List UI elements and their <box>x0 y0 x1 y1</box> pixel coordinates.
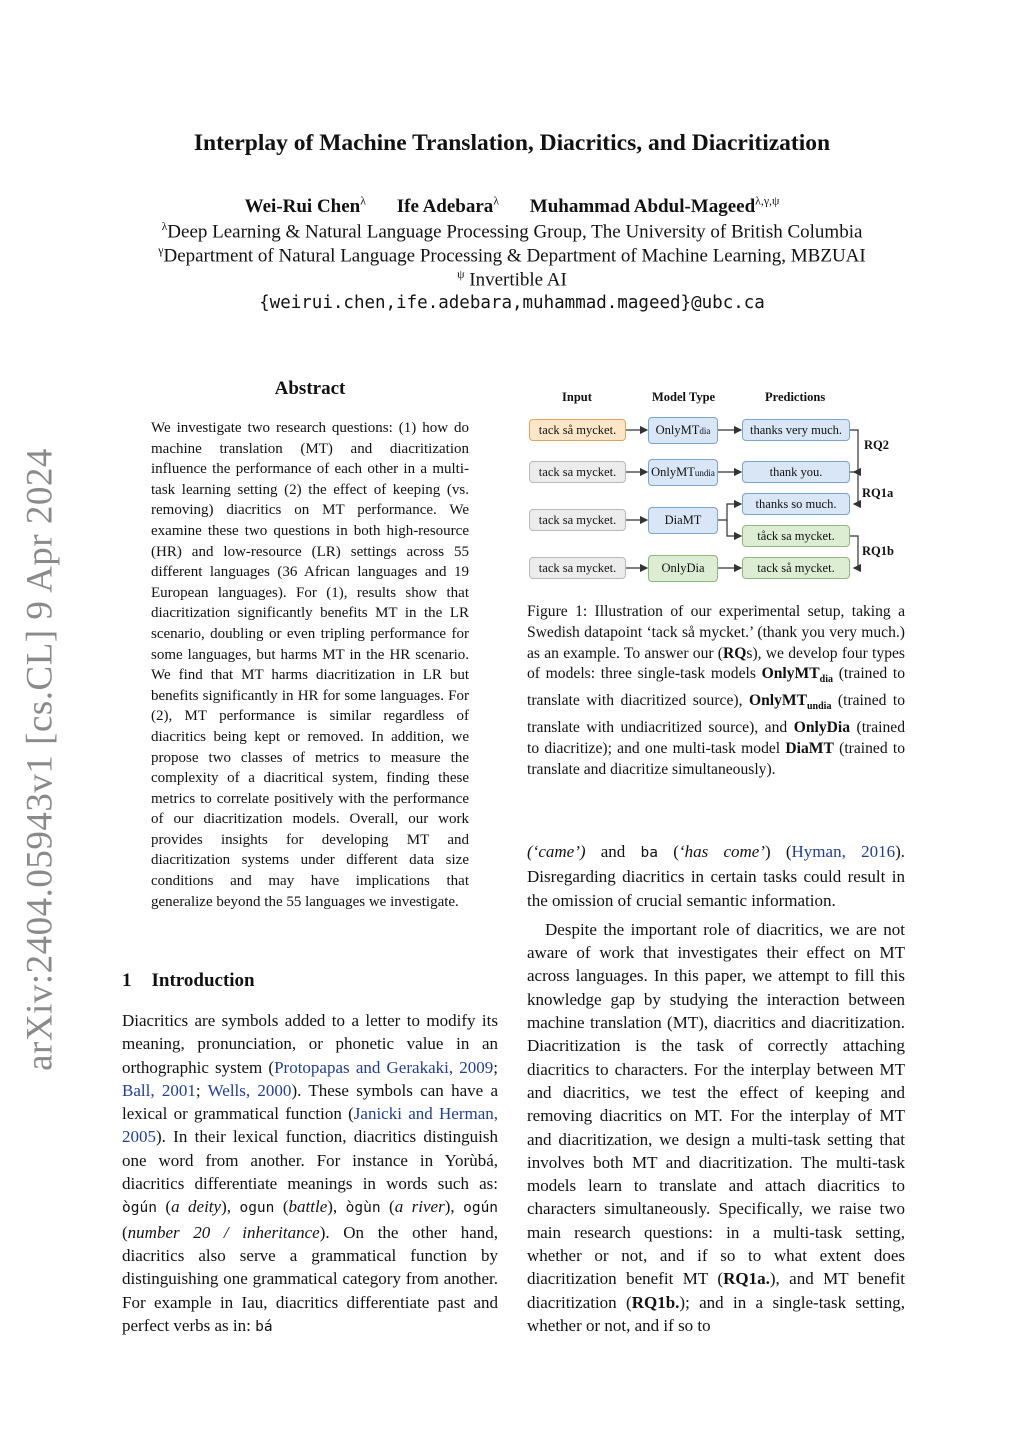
abstract-body: We investigate two research questions: (1) how do machine translation (MT) and diacritization influence the performance of each other in a multi-task learning setting (2) the effect of keeping (vs. removing) diacritics on MT performance. We examine these two questions in both high-resource (HR) and low-resource (LR) settings across 55 different languages (36 African languages and 19 European languages). For (1), results show that diacritization significantly benefits MT in the LR scenario, doubling or even tripling performance for some languages, but harms MT in the HR scenario. We find that MT harms diacritization in LR but benefits significantly in HR for some languages. For (2), MT performance is similar regardless of diacritics being kept or removed. In addition, we propose two classes of metrics to measure the complexity of a diacritical system, finding these metrics to correlate positively with the performance of our diacritization models. Overall, our work provides insights for developing MT and diacritization systems under different data size conditions and may have implications that generalize beyond the 55 languages we investigate. <box>151 420 469 910</box>
column-header-model: Model Type <box>652 390 716 404</box>
input-box: tack så mycket. <box>529 419 626 441</box>
author-list <box>0 195 1024 218</box>
prediction-box: thanks so much. <box>742 493 850 515</box>
model-box-onlymt-undia: OnlyMT undia <box>648 459 718 486</box>
prediction-box: thank you. <box>742 461 850 483</box>
column-header-predictions: Predictions <box>765 390 826 404</box>
author-2: Ife Adebara$^\lambda$ <box>396 195 500 218</box>
arxiv-side-label: arXiv:2404.05943v1 [cs.CL] 9 Apr 2024 <box>19 448 61 1071</box>
model-box-onlymt-dia: OnlyMT dia <box>648 417 718 444</box>
prediction-box: thanks very much. <box>742 419 850 441</box>
paragraph: Despite the important role of diacritics, we are not aware of work that investigates their effect on MT across languages. In this paper, we attempt to fill this knowledge gap by studying the interaction between machine translation (MT), diacritics and diacritization. Diacritization is the task of correctly attaching diacritics to characters. For the interplay between MT and diacritics, we test the effect of keeping and removing diacritics on MT. For the interplay of MT and diacritization, we design a multi-task setting that involves both MT and diacritization. The multi-task models learn to translate and attach diacritics to characters simultaneously. Specifically, we raise two main research questions: in a multi-task setting, whether or not, and if so to what extent does diacritization benefit MT (RQ1a.), and MT benefit diacritization (RQ1b.); and in a single-task setting, whether or not, and if so to <box>527 919 906 1335</box>
paragraph: (‘came’) and ba (‘has come’) (Hyman, 2016). Disregarding diacritics in certain tasks could result in the omission of crucial semantic information. <box>527 842 905 910</box>
figure-1-caption: Figure 1: Illustration of our experimental setup, taking a Swedish datapoint ‘tack så mycket.’ (thank you very much.) as an example. To answer our (RQs), we develop four types of models: three single-task models OnlyMT$_{dia}$ (trained to translate with diacritized source), OnlyMT$_{undia}$ (trained to translate with undiacritized source), and OnlyDia (trained to diacritize); and one multi-task model DiaMT (trained to translate and diacritize simultaneously). <box>527 603 906 778</box>
introduction-paragraph: Diacritics are symbols added to a letter to modify its meaning, pronunciation, or phonetic value in an orthographic system (Protopapas and Gerakaki, 2009; Ball, 2001; Wells, 2000). These symbols can have a lexical or grammatical function (Janicki and Herman, 2005). In their lexical function, diacritics distinguish one word from another. For instance in Yorùbá, diacritics differentiate meanings in words such as: ògún (a deity), ogun (battle), ògùn (a river), ogún (number 20 / inheritance). On the other hand, diacritics also serve a grammatical function by distinguishing one grammatical category from another. For example in Iau, diacritics differentiate past and perfect verbs as in: bá <box>122 1011 499 1335</box>
citation-link[interactable]: Hyman, 2016 <box>791 842 896 861</box>
citation-link[interactable]: Wells, 2000 <box>207 1080 292 1100</box>
model-box-onlydia: OnlyDia <box>648 555 718 582</box>
input-box: tack sa mycket. <box>529 557 626 579</box>
model-box-diamt: DiaMT <box>648 507 718 534</box>
paper-title: Interplay of Machine Translation, Diacritics, and Diacritization <box>193 130 831 156</box>
figure-1-diagram <box>524 386 914 582</box>
author-3: Muhammad Abdul-Mageed$^{\lambda,\gamma,\psi}$ <box>529 195 780 218</box>
prediction-box: tåck sa mycket. <box>742 525 850 547</box>
affiliation-3: $^\psi$ Invertible AI <box>457 268 567 291</box>
author-emails[interactable]: {weirui.chen,ife.adebara,muhammad.mageed}@ubc.ca <box>259 293 765 313</box>
rq1a-label: RQ1a <box>862 486 894 500</box>
rq2-label: RQ2 <box>864 438 889 452</box>
section-heading-introduction: 1 Introduction <box>122 970 255 991</box>
affiliation-2: $^\gamma$Department of Natural Language Processing & Department of Machine Learning, MBZUAI <box>158 244 866 267</box>
input-box: tack sa mycket. <box>529 461 626 483</box>
author-1: Wei-Rui Chen$^\lambda$ <box>244 195 366 218</box>
right-column-text <box>527 840 905 1337</box>
column-header-input: Input <box>562 390 592 404</box>
citation-link[interactable]: Ball, 2001 <box>122 1080 196 1100</box>
affiliation-1: $^\lambda$Deep Learning & Natural Language Processing Group, The University of British Columbia <box>161 220 863 243</box>
rq1b-label: RQ1b <box>862 544 894 558</box>
input-box: tack sa mycket. <box>529 509 626 531</box>
figure-arrows <box>524 386 914 582</box>
abstract-heading: Abstract <box>274 378 346 399</box>
citation-link[interactable]: Protopapas and Gerakaki, 2009 <box>274 1057 494 1077</box>
prediction-box: tack så mycket. <box>742 557 850 579</box>
citation-link[interactable]: Janicki and Herman, 2005 <box>122 1104 498 1147</box>
